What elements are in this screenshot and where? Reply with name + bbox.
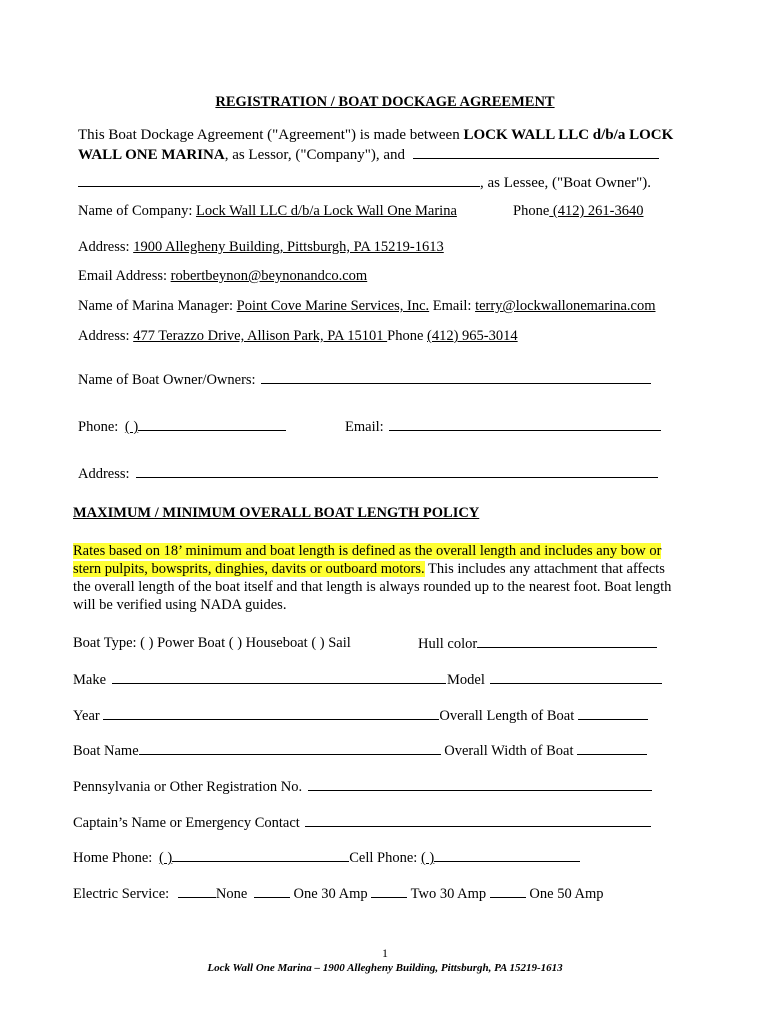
intro-lessee-suffix: , as Lessee, ("Boat Owner"). xyxy=(480,175,651,191)
manager-name-value: Point Cove Marine Services, Inc. xyxy=(236,298,430,314)
boat-name-field[interactable] xyxy=(139,742,441,755)
make-label: Make xyxy=(73,672,107,688)
owner-email-field[interactable] xyxy=(389,418,661,431)
year-field[interactable] xyxy=(103,707,439,720)
owner-name-line xyxy=(78,371,651,389)
boat-name-line xyxy=(73,742,647,760)
document-title: REGISTRATION / BOAT DOCKAGE AGREEMENT xyxy=(215,94,555,110)
policy-line-2 xyxy=(73,560,699,578)
electric-30-blank[interactable] xyxy=(254,885,290,898)
company-name-label: Name of Company: xyxy=(78,203,196,219)
electric-50-blank[interactable] xyxy=(490,885,526,898)
owner-phone-line xyxy=(78,418,286,436)
intro-prefix: This Boat Dockage Agreement ("Agreement") is made between xyxy=(78,127,464,143)
captain-line xyxy=(73,814,651,832)
overall-length-field[interactable] xyxy=(578,707,648,720)
boat-type-line xyxy=(73,635,351,652)
year-line xyxy=(73,707,648,725)
electric-50: One 50 Amp xyxy=(529,886,604,902)
intro-suffix: , as Lessor, ("Company"), and xyxy=(224,147,406,163)
company-address-label: Address: xyxy=(78,239,134,255)
intro-line-2 xyxy=(78,146,659,164)
policy-heading: MAXIMUM / MINIMUM OVERALL BOAT LENGTH POLICY xyxy=(73,505,480,521)
hull-color-line xyxy=(418,635,657,653)
overall-width-field[interactable] xyxy=(577,742,647,755)
company-phone-value: (412) 261-3640 xyxy=(549,203,644,219)
owner-address-field[interactable] xyxy=(136,465,658,478)
cell-phone-paren[interactable]: ( ) xyxy=(420,850,435,866)
home-phone-paren[interactable]: ( ) xyxy=(158,850,173,866)
overall-width-label: Overall Width of Boat xyxy=(444,743,574,759)
intro-line-1 xyxy=(78,127,698,144)
policy-highlight-1: Rates based on 18’ minimum and boat length is defined as the overall length and includes any bow or xyxy=(73,543,662,559)
electric-none-blank[interactable] xyxy=(178,885,216,898)
hull-color-field[interactable] xyxy=(477,635,657,648)
company-name-value: Lock Wall LLC d/b/a Lock Wall One Marina xyxy=(196,203,457,219)
home-phone-field[interactable] xyxy=(172,849,349,862)
company-address-value: 1900 Allegheny Building, Pittsburgh, PA 15219-1613 xyxy=(133,239,444,255)
electric-two30-blank[interactable] xyxy=(371,885,407,898)
boat-name-label: Boat Name xyxy=(73,743,139,759)
page-number: 1 xyxy=(382,946,388,960)
owner-phone-paren[interactable]: ( ) xyxy=(124,419,139,435)
company-email-line xyxy=(78,268,367,285)
phones-line xyxy=(73,849,580,867)
make-line xyxy=(73,671,446,689)
overall-length-label: Overall Length of Boat xyxy=(439,708,575,724)
owner-email-line xyxy=(345,418,661,436)
registration-field[interactable] xyxy=(308,778,652,791)
owner-address-line xyxy=(78,465,658,483)
company-name-line xyxy=(78,203,457,220)
policy-highlight-line-1 xyxy=(73,542,699,560)
year-label: Year xyxy=(73,708,100,724)
intro-line-3 xyxy=(78,174,651,192)
manager-address-line xyxy=(78,328,518,345)
policy-line-3: the overall length of the boat itself and that length is always rounded up to the nearest foot. Boat length xyxy=(73,579,672,595)
owner-phone-label: Phone: xyxy=(78,419,119,435)
policy-paragraph xyxy=(73,542,699,614)
hull-color-label: Hull color xyxy=(418,636,478,652)
model-field[interactable] xyxy=(490,671,662,684)
company-phone-label: Phone xyxy=(513,203,550,219)
policy-line-4: will be verified using NADA guides. xyxy=(73,597,287,613)
owner-name-label: Name of Boat Owner/Owners: xyxy=(78,372,256,388)
lessee-name-blank-2[interactable] xyxy=(78,174,480,187)
make-field[interactable] xyxy=(112,671,446,684)
model-label: Model xyxy=(447,672,485,688)
manager-email-label: Email: xyxy=(429,298,476,314)
manager-address-value: 477 Terazzo Drive, Allison Park, PA 15101 xyxy=(133,328,388,344)
electric-two30: Two 30 Amp xyxy=(410,886,487,902)
owner-name-field[interactable] xyxy=(261,371,651,384)
owner-email-label: Email: xyxy=(345,419,384,435)
manager-phone-value: (412) 965-3014 xyxy=(427,328,518,344)
electric-label: Electric Service: xyxy=(73,886,170,902)
owner-address-label: Address: xyxy=(78,466,130,482)
cell-phone-label: Cell Phone: xyxy=(349,850,418,866)
company-address-line xyxy=(78,239,444,256)
company-email-label: Email Address: xyxy=(78,268,171,284)
policy-highlight-2: stern pulpits, bowsprits, dinghies, davits or outboard motors. xyxy=(73,561,425,577)
policy-rest-1: This includes any attachment that affects xyxy=(424,561,665,577)
electric-none: None xyxy=(215,886,248,902)
cell-phone-field[interactable] xyxy=(434,849,580,862)
electric-line xyxy=(73,885,604,903)
captain-field[interactable] xyxy=(305,814,651,827)
captain-label: Captain’s Name or Emergency Contact xyxy=(73,815,300,831)
company-phone xyxy=(513,203,644,220)
manager-line xyxy=(78,298,656,315)
registration-label: Pennsylvania or Other Registration No. xyxy=(73,779,303,795)
registration-line xyxy=(73,778,652,796)
company-email-value[interactable]: robertbeynon@beynonandco.com xyxy=(170,268,368,284)
intro-company-1: LOCK WALL LLC d/b/a LOCK xyxy=(463,127,674,143)
manager-address-label: Address: xyxy=(78,328,134,344)
manager-name-label: Name of Marina Manager: xyxy=(78,298,237,314)
lessee-name-blank-1[interactable] xyxy=(413,146,659,159)
home-phone-label: Home Phone: xyxy=(73,850,153,866)
electric-30: One 30 Amp xyxy=(293,886,368,902)
manager-email-value[interactable]: terry@lockwallonemarina.com xyxy=(475,298,656,314)
owner-phone-field[interactable] xyxy=(138,418,286,431)
intro-company-2: WALL ONE MARINA xyxy=(78,147,225,163)
footer-address: Lock Wall One Marina – 1900 Allegheny Building, Pittsburgh, PA 15219-1613 xyxy=(207,962,563,974)
model-line xyxy=(447,671,662,689)
manager-phone-label: Phone xyxy=(387,328,427,344)
boat-type-label[interactable]: Boat Type: ( ) Power Boat ( ) Houseboat ( ) Sail xyxy=(73,635,351,651)
